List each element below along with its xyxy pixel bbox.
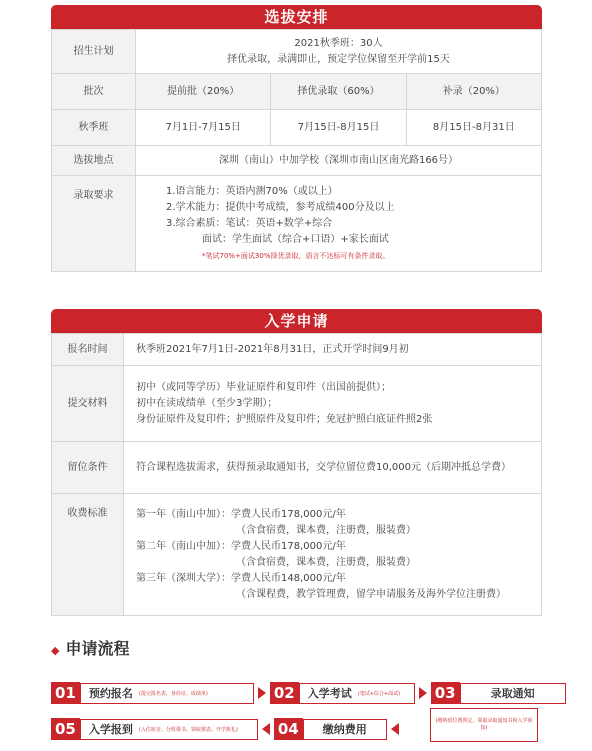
docs-item-3: 身份证原件及复印件；护照原件及复印件；免冠护照白底证件照2张 bbox=[136, 413, 433, 425]
step-02-number: 02 bbox=[270, 682, 299, 704]
location-label: 选拔地点 bbox=[52, 146, 136, 176]
docs-cell bbox=[124, 366, 542, 442]
arrow-right-icon bbox=[258, 687, 266, 699]
fee-year2: 第二年（南山中加）：学费人民币178,000元/年 bbox=[136, 540, 346, 552]
docs-item-2: 初中在读成绩单（至少3学期）； bbox=[136, 397, 278, 409]
step-03-note: (缴纳留位费预定，领取录取通知书和入学须知) bbox=[430, 708, 538, 742]
step-05-box bbox=[80, 719, 258, 740]
step-03-box bbox=[460, 683, 566, 704]
step-02-box bbox=[299, 683, 415, 704]
req-note: *笔试70%+面试30%择优录取，语言不达标可有条件录取。 bbox=[202, 251, 390, 260]
step-01-sub: (提交报名表、身份证、成绩单) bbox=[138, 690, 208, 697]
docs-item-1: 初中（或同等学历）毕业证原件和复印件（出国前提供）； bbox=[136, 381, 391, 393]
apply-title: 入学申请 bbox=[51, 309, 542, 333]
fee-year3-note: （含课程费，教学管理费，留学申请服务及海外学位注册费） bbox=[236, 588, 506, 600]
req-label: 录取要求 bbox=[52, 176, 136, 272]
plan-cell bbox=[136, 30, 542, 74]
flow-row-2 bbox=[51, 718, 403, 740]
step-01-label: 预约报名 bbox=[88, 687, 133, 700]
location-value: 深圳（南山）中加学校（深圳市南山区南光路166号） bbox=[136, 146, 542, 176]
flow-title: 申请流程 bbox=[65, 639, 130, 658]
batch-supplement: 补录（20%） bbox=[406, 74, 541, 110]
fee-label: 收费标准 bbox=[52, 494, 124, 616]
req-item-2: 2.学术能力：提供中考成绩，参考成绩400分及以上 bbox=[166, 201, 395, 213]
step-01-number: 01 bbox=[51, 682, 80, 704]
plan-label: 招生计划 bbox=[52, 30, 136, 74]
fee-year3: 第三年（深圳大学）：学费人民币148,000元/年 bbox=[136, 572, 346, 584]
date-supplement: 8月15日-8月31日 bbox=[406, 110, 541, 146]
keep-value: 符合课程选拔需求，获得预录取通知书，交学位留位费10,000元（后期冲抵总学费） bbox=[124, 442, 542, 494]
apply-section bbox=[51, 309, 542, 616]
apply-table bbox=[51, 333, 542, 616]
batch-label: 批次 bbox=[52, 74, 136, 110]
step-03-number: 03 bbox=[431, 682, 460, 704]
docs-label: 提交材料 bbox=[52, 366, 124, 442]
time-value: 秋季班2021年7月1日-2021年8月31日，正式开学时间9月初 bbox=[124, 334, 542, 366]
step-04-number: 04 bbox=[274, 718, 303, 740]
selection-table bbox=[51, 29, 542, 272]
date-early: 7月1日-7月15日 bbox=[136, 110, 271, 146]
flow-heading bbox=[51, 636, 129, 659]
step-04-label: 缴纳费用 bbox=[322, 723, 367, 736]
req-item-3: 3.综合素质：笔试：英语+数学+综合 bbox=[166, 217, 333, 229]
plan-line2: 择优录取，录满即止，预定学位保留至开学前15天 bbox=[227, 53, 450, 65]
batch-merit: 择优录取（60%） bbox=[271, 74, 406, 110]
step-05-sub: (入住宿舍、分班课书、领取课表、开学典礼) bbox=[138, 726, 238, 733]
step-03-label: 录取通知 bbox=[490, 687, 535, 700]
fee-year1: 第一年（南山中加）：学费人民币178,000元/年 bbox=[136, 508, 346, 520]
step-05-label: 入学报到 bbox=[88, 723, 133, 736]
selection-section bbox=[51, 5, 542, 272]
arrow-left-icon bbox=[262, 723, 270, 735]
selection-title: 选拔安排 bbox=[51, 5, 542, 29]
date-merit: 7月15日-8月15日 bbox=[271, 110, 406, 146]
plan-line1: 2021秋季班：30人 bbox=[294, 37, 383, 49]
arrow-left-icon bbox=[391, 723, 399, 735]
keep-label: 留位条件 bbox=[52, 442, 124, 494]
fee-year1-note: （含食宿费，课本费，注册费，服装费） bbox=[236, 524, 416, 536]
batch-early: 提前批（20%） bbox=[136, 74, 271, 110]
step-05-number: 05 bbox=[51, 718, 80, 740]
step-04-box bbox=[303, 719, 387, 740]
time-label: 报名时间 bbox=[52, 334, 124, 366]
step-01-box bbox=[80, 683, 254, 704]
fee-year2-note: （含食宿费，课本费，注册费，服装费） bbox=[236, 556, 416, 568]
autumn-label: 秋季班 bbox=[52, 110, 136, 146]
arrow-right-icon bbox=[419, 687, 427, 699]
req-cell bbox=[136, 176, 542, 272]
req-item-4: 面试：学生面试（综合+口语）+家长面试 bbox=[202, 233, 389, 245]
step-02-sub: (笔试+综合+面试) bbox=[357, 690, 401, 697]
step-02-label: 入学考试 bbox=[307, 687, 352, 700]
diamond-icon: ◆ bbox=[51, 644, 60, 657]
req-item-1: 1.语言能力：英语内测70%（或以上） bbox=[166, 185, 338, 197]
fee-cell bbox=[124, 494, 542, 616]
flow-row-1 bbox=[51, 682, 566, 704]
